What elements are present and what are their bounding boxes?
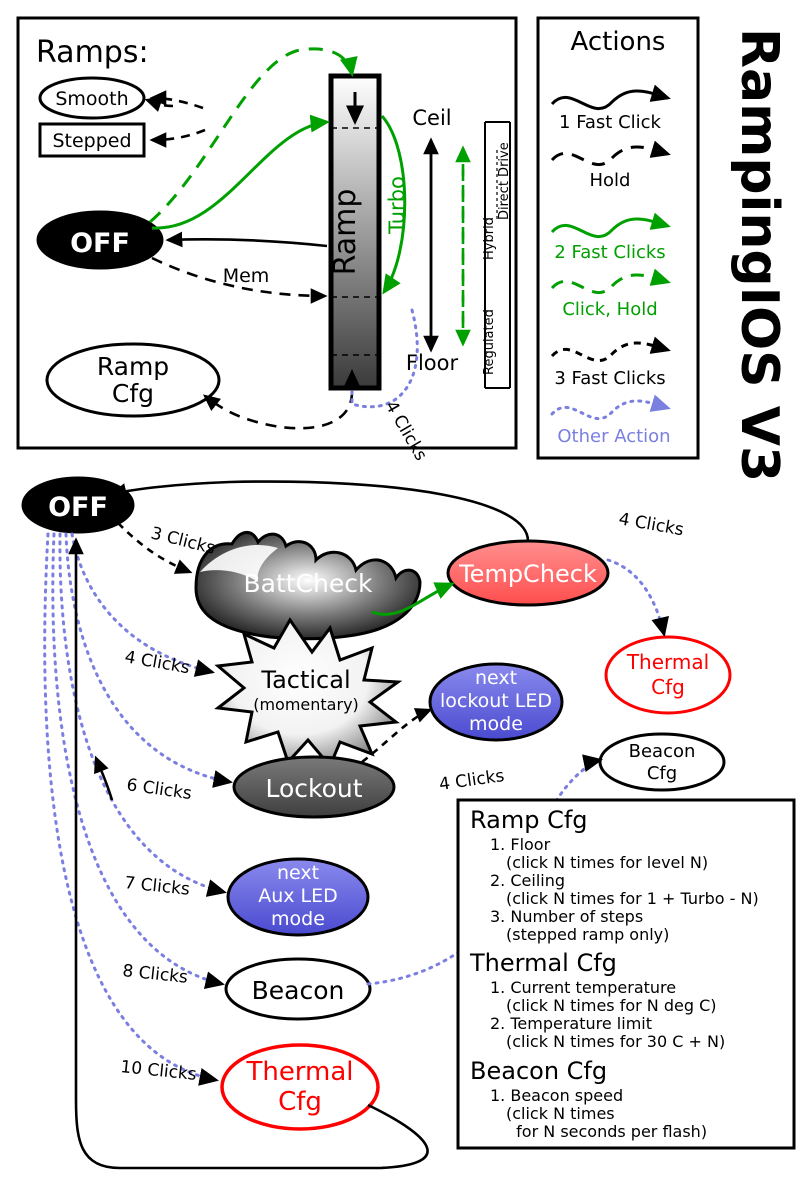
ceil-label: Ceil [412,106,452,130]
cfg-section-title: Beacon Cfg [470,1057,608,1086]
action-label-4: 3 Fast Clicks [554,368,666,389]
stepped-label: Stepped [52,130,132,152]
tactical-label-1: Tactical [261,666,351,694]
hybrid-label: Hybrid [482,217,497,260]
turbo-label: Turbo [385,176,409,234]
cfg-section-thermal [470,949,786,1051]
transition-4-clicks-temp: 4 Clicks [617,509,686,541]
tempcheck-label: TempCheck [459,560,597,588]
transition-3-clicks: 3 Clicks [148,523,218,559]
cfg-panel [470,806,786,1142]
thermal-cfg-top-label-2: Cfg [651,675,685,699]
thermal-cfg-label-1: Thermal [246,1057,354,1087]
cfg-item-name: Current temperature [510,978,677,998]
cfg-item [490,1015,786,1033]
tactical-label-2: (momentary) [253,695,359,714]
action-label-0: 1 Fast Click [559,112,661,133]
cfg-item-name: Beacon speed [510,1086,624,1106]
cfg-item-name: Floor [510,835,551,854]
cfg-item-num: 2. [490,870,506,890]
aux-led-label-3: mode [271,908,325,930]
cfg-item [490,1087,786,1105]
cfg-section-ramp [470,806,786,943]
lockout-led-label-2: lockout LED [439,690,553,712]
regulated-label: Regulated [482,309,497,375]
cfg-item-name: Temperature limit [510,1014,652,1034]
cfg-item-detail: (click N times for N deg C) [506,996,717,1016]
ramps-heading: Ramps: [36,35,149,70]
page-title: RampingIOS V3 [729,28,789,483]
cfg-section-title: Ramp Cfg [470,806,588,834]
cfg-item-num: 1. [490,835,506,854]
cfg-item-num: 1. [490,978,506,998]
beacon-cfg-label-1: Beacon [628,741,696,762]
ramp-cfg-label-1: Ramp [96,352,170,381]
ramp-bar-label: Ramp [328,188,363,276]
transition-4-clicks-tactical: 4 Clicks [123,647,192,679]
aux-led-label-1: next [276,862,320,884]
four-clicks-ramp-label: 4 Clicks [380,397,431,465]
cfg-item-detail: (click N times for 1 + Turbo - N) [506,888,759,908]
cfg-item [490,979,786,997]
transition-4-clicks-beacon: 4 Clicks [437,766,506,795]
actions-heading: Actions [570,27,666,57]
cfg-item-detail: (click N times [506,1103,615,1123]
cfg-section-title: Thermal Cfg [470,949,617,978]
transition-8-clicks: 8 Clicks [121,961,189,988]
battcheck-label: BattCheck [243,569,373,598]
cfg-item-detail: (click N times for level N) [506,852,709,872]
cfg-section-beacon [470,1057,786,1141]
aux-led-label-2: Aux LED [258,885,338,907]
direct-drive-label: Direct Drive [497,142,512,220]
ramp-cfg-label-2: Cfg [111,379,155,408]
beacon-label: Beacon [251,976,345,1005]
action-label-5: Other Action [557,426,671,447]
cfg-item-num: 1. [490,1086,506,1106]
cfg-item-num: 3. [490,906,506,926]
action-label-2: 2 Fast Clicks [554,242,666,263]
transition-10-clicks: 10 Clicks [119,1057,198,1085]
floor-label: Floor [405,351,459,375]
cfg-item-name: Ceiling [510,870,566,890]
lockout-led-label-1: next [474,667,518,689]
cfg-item [490,908,786,926]
ramps-off-label: OFF [70,228,130,259]
smooth-label: Smooth [55,88,129,110]
beacon-cfg-label-2: Cfg [646,763,678,784]
thermal-cfg-label-2: Cfg [278,1087,322,1117]
cfg-item-detail: for N seconds per flash) [506,1121,708,1141]
action-label-3: Click, Hold [562,299,658,320]
transition-7-clicks: 7 Clicks [123,873,191,900]
cfg-item [490,836,786,854]
lockout-label: Lockout [265,774,363,803]
thermal-cfg-top-label-1: Thermal [626,650,710,674]
transition-6-clicks: 6 Clicks [125,775,194,805]
cfg-item-detail: (click N times for 30 C + N) [506,1032,726,1052]
cfg-item-num: 2. [490,1014,506,1034]
cfg-item [490,872,786,890]
action-label-1: Hold [589,170,631,191]
cfg-item-name: Number of steps [510,906,644,926]
modes-off-label: OFF [48,492,108,523]
cfg-item-detail: (stepped ramp only) [506,924,670,944]
lockout-led-label-3: mode [469,713,523,735]
mem-label: Mem [222,265,270,287]
